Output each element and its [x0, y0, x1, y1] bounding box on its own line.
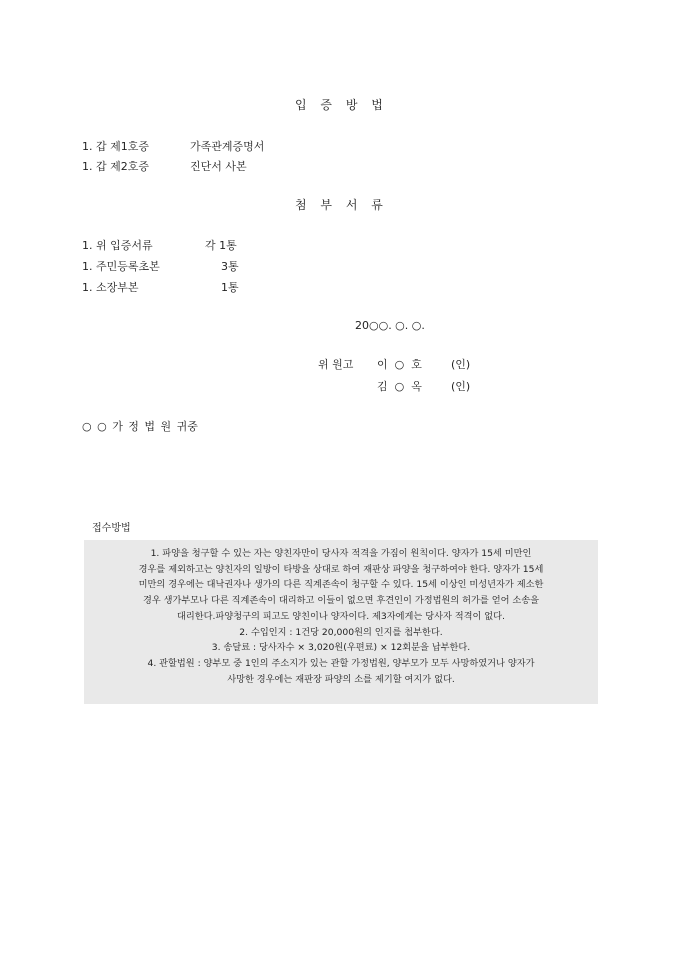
item-name: 소장부본 — [96, 281, 139, 294]
note-title: 접수방법 — [92, 523, 131, 534]
attachments-heading: 첨 부 서 류 — [295, 198, 384, 212]
evidence-item-2-desc: 진단서 사본 — [190, 160, 247, 173]
signer-1-seal: (인) — [451, 358, 471, 371]
note-line: 경우를 제외하고는 양친자의 일방이 타방을 상대로 하여 재판상 파양을 청구하여야 한다. 양자가 15세 — [138, 563, 544, 575]
signer-2-seal: (인) — [451, 380, 471, 393]
signer-1-name: 이 ○ 호 — [377, 358, 422, 371]
attachment-item-1 — [82, 237, 153, 253]
note-line: 미만의 경우에는 대낙권자나 생가의 다른 직계존속이 청구할 수 있다. 15세 이상인 미성년자가 제소한 — [138, 579, 544, 591]
item-name: 주민등록초본 — [96, 260, 160, 273]
filing-method-box — [84, 540, 598, 704]
court-addressee: ○ ○ 가 정 법 원 귀중 — [82, 420, 198, 433]
attachment-item-2 — [82, 258, 160, 274]
filing-method-text — [84, 540, 598, 687]
item-bullet: 1. — [82, 260, 93, 273]
attachment-item-3 — [82, 279, 139, 295]
attachment-item-3-qty: 1통 — [221, 281, 239, 294]
attachment-item-2-qty: 3통 — [221, 260, 239, 273]
evidence-item-1-desc: 가족관계증명서 — [190, 140, 265, 153]
attachment-item-1-qty: 각 1통 — [205, 239, 237, 252]
item-bullet: 1. — [82, 281, 93, 294]
evidence-item-1 — [82, 138, 149, 154]
item-bullet: 1. — [82, 140, 93, 153]
filing-date: 20○○. ○. ○. — [355, 319, 425, 332]
note-line: 사망한 경우에는 재판장 파양의 소를 제기할 여지가 없다. — [227, 673, 455, 685]
note-line: 3. 송달료 : 당사자수 × 3,020원(우편료) × 12회분을 납부한다. — [211, 642, 471, 654]
signer-2-name: 김 ○ 옥 — [377, 380, 422, 393]
evidence-heading: 입 증 방 법 — [295, 98, 384, 112]
evidence-item-2 — [82, 158, 149, 174]
note-line: 4. 관할법원 : 양부모 중 1인의 주소지가 있는 관할 가정법원, 양부모가 모두 사망하였거나 양자가 — [147, 657, 535, 669]
note-line: 1. 파양을 청구할 수 있는 자는 양친자만이 당사자 적격을 가짐이 원칙이다. 양자가 15세 미만인 — [150, 548, 532, 559]
plaintiff-label: 위 원고 — [318, 358, 354, 371]
item-name: 위 입증서류 — [96, 239, 153, 252]
item-name: 갑 제1호증 — [96, 140, 149, 153]
note-line: 경우 생가부모나 다른 직계존속이 대리하고 이들이 없으면 후견인이 가정법원의 허가를 얻어 소송을 — [142, 595, 539, 607]
item-name: 갑 제2호증 — [96, 160, 149, 173]
note-line: 2. 수입인지 : 1건당 20,000원의 인지를 첩부한다. — [239, 626, 443, 638]
note-line: 대리한다.파양청구의 피고도 양친이나 양자이다. 제3자에게는 당사자 적격이 없다. — [177, 610, 505, 622]
item-bullet: 1. — [82, 160, 93, 173]
item-bullet: 1. — [82, 239, 93, 252]
